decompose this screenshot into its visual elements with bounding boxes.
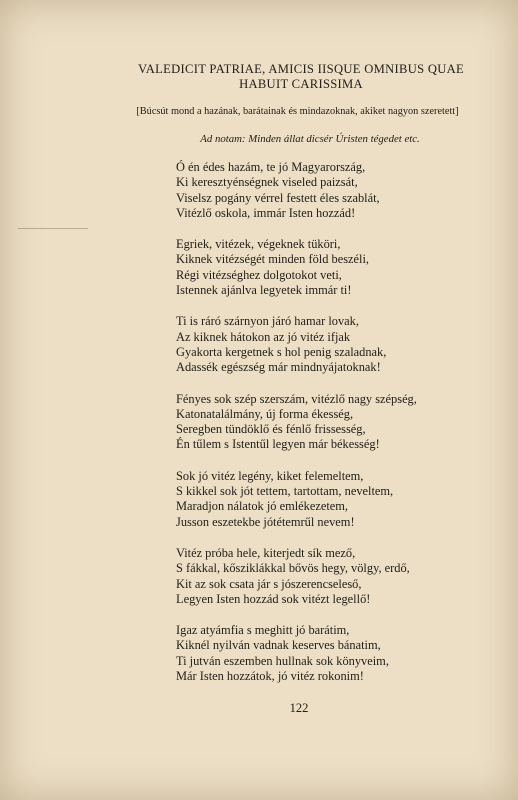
- stanza: [176, 237, 496, 298]
- poem-line: Ti jutván eszemben hullnak sok könyveim,: [176, 653, 389, 668]
- poem-line: Sok jó vitéz legény, kiket felemeltem,: [176, 468, 364, 483]
- poem-line: Seregben tündöklő és fénlő frissesség,: [176, 422, 366, 437]
- poem-line: Kit az sok csata jár s jószerencseleső,: [176, 576, 362, 591]
- poem-body: [176, 160, 496, 700]
- stanza: [176, 623, 496, 684]
- melody-note: Ad notam: Minden állat dicsér Úristen tégedet etc.: [200, 133, 420, 145]
- poem-title: VALEDICIT PATRIAE, AMICIS IISQUE OMNIBUS QUAE HABUIT CARISSIMA: [137, 62, 465, 91]
- stanza: [176, 160, 496, 221]
- poem-line: Istennek ajánlva legyetek immár ti!: [176, 283, 352, 298]
- poem-line: Jusson eszetekbe jótétemrűl nevem!: [176, 514, 355, 529]
- poem-line: Katonatalálmány, új forma ékesség,: [176, 406, 354, 421]
- margin-mark: [18, 228, 88, 229]
- poem-line: Régi vitézséghez dolgotokot veti,: [176, 267, 342, 282]
- poem-line: Igaz atyámfia s meghitt jó barátim,: [176, 623, 350, 638]
- stanza: [176, 392, 496, 453]
- poem-line: Egriek, vitézek, végeknek tüköri,: [176, 237, 341, 252]
- poem-line: Ó én édes hazám, te jó Magyarország,: [176, 160, 366, 174]
- poem-line: Vitéz próba hele, kiterjedt sík mező,: [176, 545, 356, 560]
- poem-line: Az kiknek hátokon az jó vitéz ifjak: [176, 329, 351, 344]
- poem-line: Már Isten hozzátok, jó vitéz rokonim!: [176, 669, 364, 684]
- poem-line: Én tűlem s Istentűl legyen már békesség!: [176, 437, 380, 452]
- poem-line: Ti is ráró szárnyon járó hamar lovak,: [176, 314, 359, 329]
- stanza: [176, 314, 496, 375]
- poem-line: Gyakorta kergetnek s hol penig szaladnak,: [176, 344, 387, 359]
- poem-line: S fákkal, kősziklákkal bővös hegy, völgy, erdő,: [176, 561, 410, 576]
- page-number: 122: [289, 701, 309, 715]
- poem-line: S kikkel sok jót tettem, tartottam, neveltem,: [176, 484, 394, 499]
- poem-line: Fényes sok szép szerszám, vitézlő nagy szépség,: [176, 391, 417, 406]
- poem-subtitle: [Búcsút mond a hazának, barátainak és mindazoknak, akiket nagyon szeretett]: [136, 106, 459, 117]
- poem-line: Ki keresztyénségnek viseled paizsát,: [176, 175, 358, 190]
- stanza: [176, 546, 496, 607]
- poem-line: Viselsz pogány vérrel festett éles szablát,: [176, 190, 380, 205]
- poem-line: Kiknél nyilván vadnak keserves bánatim,: [176, 638, 381, 653]
- poem-line: Kiknek vitézségét minden föld beszéli,: [176, 252, 370, 267]
- poem-line: Adassék egészség már mindnyájatoknak!: [176, 360, 381, 375]
- poem-line: Maradjon nálatok jó emlékezetem,: [176, 499, 349, 514]
- poem-line: Vitézlő oskola, immár Isten hozzád!: [176, 205, 356, 220]
- stanza: [176, 469, 496, 530]
- poem-line: Legyen Isten hozzád sok vitézt legellő!: [176, 591, 371, 606]
